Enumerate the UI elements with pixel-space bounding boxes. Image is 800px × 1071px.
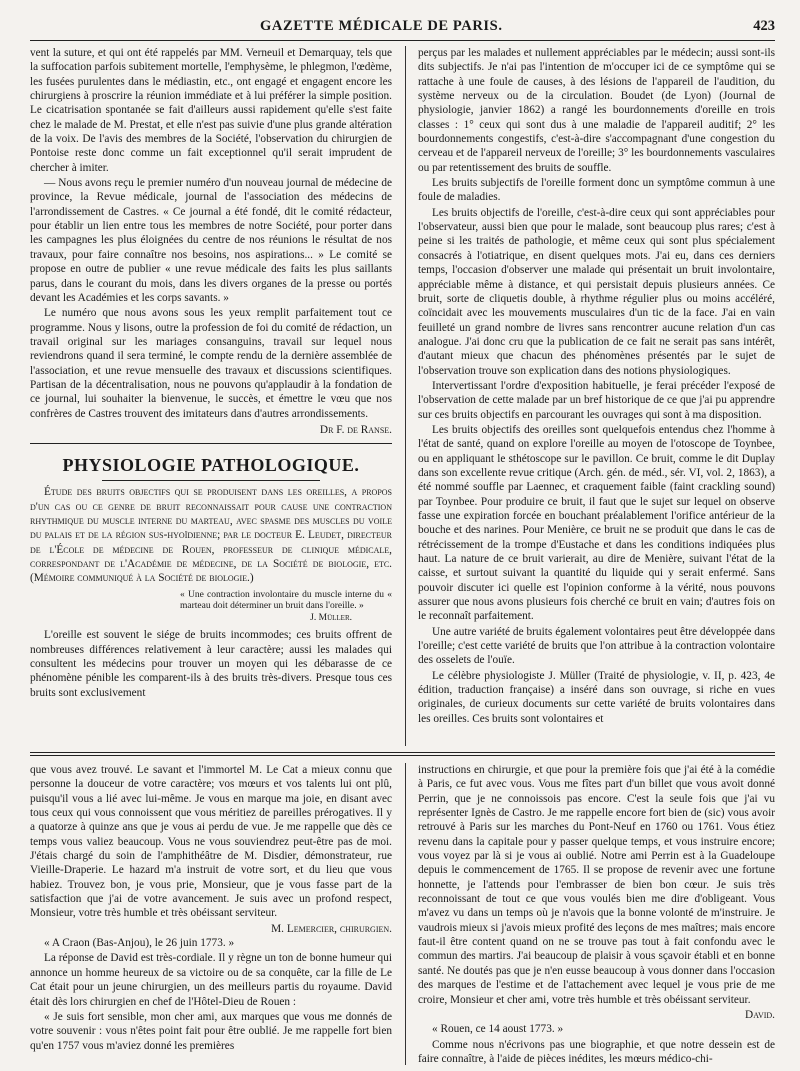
column-divider-lower xyxy=(405,763,406,1065)
paragraph: Comme nous n'écrivons pas une biographie, et que notre dessein est de faire connaître, à l'aide de pièces inédites, les mœurs médico-chi- xyxy=(418,1038,775,1065)
epigraph-author: J. Müller. xyxy=(310,612,352,623)
paragraph: Les bruits objectifs de l'oreille, c'est-à-dire ceux qui sont appréciables pour l'observateur, aussi bien que pour le malade, sont beaucoup plus rares; c'est à peine si les traités de pathologie, et même ceux qui sont plus spécialement consacrés à l'otiatrique, en disent quelques mots. J'ai eu, dans ces derniers temps, l'occasion d'observer une malade qui présentait un bruit involontaire, appréciable même à distance, et qui persistait depuis plusieurs années. Ce bruit, sorte de cliquetis double, à rhythme régulier plus ou moins accéléré, coïncidait avec les mouvements musculaires d'un tic de la face. J'ai en vain feuilleté un grand nombre de livres sans rencontrer aucune relation d'un cas analogue. J'ai donc cru que la publication de ce fait ne serait pas sans intérêt, d'autant mieux que chacun des phénomènes présentés par le sujet de l'observation trouve son explication dans des notions physiologiques. xyxy=(418,206,775,377)
page-number: 423 xyxy=(753,18,775,34)
paragraph: La réponse de David est très-cordiale. Il y règne un ton de bonne humeur qui annonce un homme heureux de sa victoire ou de sa conquête, car la fille de Le Cat était pour un jeune chirurgien, un des meilleurs partis du royaume. David était dès lors chirurgien en chef de l'Hôtel-Dieu de Rouen : xyxy=(30,952,392,1008)
dateline: « Rouen, ce 14 aoust 1773. » xyxy=(432,1023,564,1036)
paragraph: vent la suture, et qui ont été rappelés par MM. Verneuil et Demarquay, tels que la suffocation parfois subitement mortelle, l'emphysème, le phlegmon, l'œdème, les fusées purulentes dans le médiastin, etc., ont engagé et engagent encore les chirurgiens à proscrire la réunion immédiate et à lui préférer la simple position. Le cicatrisation spontanée se fait d'ailleurs aussi rapidement qu'elle s'est faite chez le malade de M. Prestat, et elle n'est pas suivie d'une plus grande altération de la voix. De l'avis des membres de la Société, l'observation du chirurgien de Pontoise reste donc comme un fait exceptionnel qu'il serait imprudent de chercher à imiter. xyxy=(30,47,392,174)
paragraph: Une autre variété de bruits également volontaires peut être développée dans l'oreille; c'est cette variété de bruits que l'on attribue à la contraction volontaire des osselets de l'ouïe. xyxy=(418,625,775,667)
paragraph: perçus par les malades et nullement appréciables par le médecin; aussi sont-ils dits subjectifs. Je n'ai pas l'intention de m'occuper ici de ce symptôme qui se rattache à une foule de causes, à des lésions de l'appareil de l'audition, du système nerveux ou de la circulation. Boudet (de Lyon) (Journal de physiologie, janvier 1862) a rangé les bourdonnements d'oreille en trois classes : 1° ceux qui sont dus à une maladie de l'appareil auditif; 2° les bourdonnements congestifs, c'est-à-dire s'accompagnant d'une congestion du cerveau et de l'appareil nerveux de l'oreille; 3° les bourdonnements vasculaires ou par retentissement des bruits de souffle. xyxy=(418,47,775,174)
paragraph: Les bruits objectifs des oreilles sont quelquefois entendus chez l'homme à l'état de santé, quand on explore l'oreille au moyen de l'otoscope de Toynbee, ou en appliquant le sthétoscope sur le pavillon. Ce bruit, comme le dit Duplay dans son excellente revue critique (Arch. gén. de méd., sér. VI, vol. 2, 1863), a été nommé souffle par Laennec, et craquement faible (faint crackling sound) par Toynbee. Pour produire ce bruit, il faut que le sujet sur lequel on observe fasse une expiration forcée en bouchant préalablement l'orifice antérieur de la bouche et des narines. Pour Menière, ce bruit ne se produit que dans le cas de rétrécissement de la trompe d'Eustache et dans les conditions indiquées plus haut. La nature de ce bruit varierait, au dire de Menière, suivant l'état de la caisse, et surtout suivant la quantité du liquide qui y serait enfermé. Sans pouvoir discuter ici quelle est l'opinion conforme à la vérité, nous pouvons assurer que nous avons plusieurs fois cherché ce bruit en vain; d'autres fois on le reconnaît parfaitement. xyxy=(418,423,775,623)
paragraph: instructions en chirurgie, et que pour la première fois que j'ai été à la comédie à Paris, ce fut avec vous. Vous me fîtes part d'un billet que vous avoit donné Perrin, que je ne connoissois pas encore. C'est la seule fois que j'ai vu représenter Ignès de Castro. Je me rappelle encore fort bien de (sic) vous avoir retrouvé à Paris sur les marches du Pont-Neuf en 1760 ou 1761. Vous étiez revenu dans la capitale pour y passer quelque temps, et vous instruire encore; vous voyez par là si je vous ai oublié. Notre ami Perrin est à la Guadeloupe depuis le commencement de 1765. Il se propose de revenir avec une fortune honnette, je l'attends pour l'embrasser de bien bon cœur. Je suis très reconnoissant de tout ce que vous voulés bien me dire d'obligeant. Vous m'avez vu dans un temps où je n'avois que la bonne volonté de m'instruire. Je vaudrois mieux si j'avois mieux profité des leçons de mes maîtres; mais encore faut-il être content quand on ne se trouve pas tout à fait confondu avec le commun des martirs. J'ai beaucoup de plaisir à vous sçavoir établi et en bonne santé. Ne doutés pas que je n'en eusse beaucoup à vous donner dans l'occasion des marques de l'estime et de l'attachement avec lequel je vous prie de me croire, Monsieur et cher ami, votre très humble et très obéissant serviteur. xyxy=(418,764,775,1006)
upper-right-column xyxy=(418,46,775,746)
page-header xyxy=(30,18,775,38)
paragraph: Les bruits subjectifs de l'oreille forment donc un symptôme commun à une foule de maladies. xyxy=(418,177,775,204)
paragraph: — Nous avons reçu le premier numéro d'un nouveau journal de médecine de province, la Revue médicale, journal de l'association des médecins de l'arrondissement de Castres. « Ce journal a été fondé, dit le comité rédacteur, pour établir un lien entre tous les membres de notre Société, pour porter dans les campagnes les plus éloignées du centre de nos réunions le résultat de nos travaux, pour faire connaître nos besoins, nos aspirations... » Le comité se propose en outre de publier « une revue médicale des faits les plus saillants parus, dans le courant du mois, dans les divers organes de la presse ou portés devant les Académies et les corps savants. » xyxy=(30,177,392,304)
paragraph: Le numéro que nous avons sous les yeux remplit parfaitement tout ce programme. Nous y lisons, outre la profession de foi du comité de rédaction, un travail original sur les mariages consanguins, travail sur lequel nous reviendrons quand il sera terminé, le compte rendu de la dernière assemblée de l'association, et une revue mensuelle des travaux et discussions scientifiques. Partisan de la décentralisation, nous ne pouvons qu'applaudir à la fondation de ce journal, lui souhaiter la bienvenue, le succès, et émettre le vœu que nos confrères de Castres trouvent des imitateurs dans d'autres arrondissements. xyxy=(30,307,392,420)
paragraph: Le célèbre physiologiste J. Müller (Traité de physiologie, v. II, p. 423, 4e édition, traduction française) a inséré dans son ouvrage, si riche en vues originales, de curieux documents sur cette variété de bruits volontaires dans les oreilles. Ces bruits sont volontaires et xyxy=(418,669,775,725)
lower-left-column xyxy=(30,763,392,1065)
paragraph: L'oreille est souvent le siége de bruits incommodes; ces bruits offrent de nombreuses différences relativement à leur caractère; aussi les malades qui consultent les médecins pour trouver un moyen qui les débarasse de ce phénomène pénible les comparent-ils à des bruits très-divers. Presque tous ces bruits sont exclusivement xyxy=(30,629,392,699)
lower-right-column xyxy=(418,763,775,1065)
column-divider xyxy=(405,46,406,746)
signature: David. xyxy=(745,1008,775,1021)
dateline: « A Craon (Bas-Anjou), le 26 juin 1773. » xyxy=(44,937,235,950)
title-underline xyxy=(102,480,319,481)
signature: Dr F. de Ranse. xyxy=(319,423,392,436)
paragraph: Intervertissant l'ordre d'exposition habituelle, je ferai précéder l'exposé de l'observation de cette malade par un bref historique de ce que j'ai pu apprendre sur ces bruits objectifs en parcourant les ouvrages qui sont à ma disposition. xyxy=(418,379,775,421)
section-rule xyxy=(30,443,392,444)
journal-title: GAZETTE MÉDICALE DE PARIS. xyxy=(260,18,503,34)
article-subtitle: Étude des bruits objectifs qui se produisent dans les oreilles, a propos d'un cas ou ce genre de bruit reconnaissait pour cause une contraction rhythmique du muscle interne du marteau, avec spasme des muscles du voile du palais et de la région sus-hyoïdienne; par le docteur E. Leudet, directeur de l'École de médecine de Rouen, professeur de clinique médicale, correspondant de l'Académie de médecine, de la Société de biologie, etc. (Mémoire communiqué à la Société de biologie.) xyxy=(30,486,392,585)
signature: M. Lemercier, chirurgien. xyxy=(271,922,392,935)
paragraph: que vous avez trouvé. Le savant et l'immortel M. Le Cat a mieux connu que personne la douceur de votre caractère; vos mœurs et vos talents lui ont plû, puisqu'il vous a lié avec lui-même. Je vous en marque ma joie, en disant avec tous ceux qui vous connoissent que vous méritiez de pareilles prérogatives. Il y a quatorze à quinze ans que je vous ai perdu de vue. Je me rappelle que dès ce temps vous valiez beaucoup. Vous ne vous souviendrez peut-être pas de moi. J'étais chargé du soin de l'amphithéâtre de M. Disdier, démonstrateur, rue Vieille-Draperie. Le hazard m'a instruit de votre sort, et du lieu que vous habiez. Trouvez bon, je vous prie, Monsieur, que je vous fasse part de la satisfaction que j'ai de votre avancement. Je suis avec un profond respect, Monsieur, votre très humble et très obéissant serviteur. xyxy=(30,764,392,920)
upper-left-column xyxy=(30,46,392,746)
section-title: PHYSIOLOGIE PATHOLOGIQUE. xyxy=(62,455,360,476)
epigraph-quote: « Une contraction involontaire du muscle interne du « marteau doit déterminer un bruit dans l'oreille. » xyxy=(180,589,392,612)
epigraph xyxy=(30,590,392,625)
feuilleton-rule-double xyxy=(30,755,775,756)
feuilleton-rule xyxy=(30,752,775,753)
paragraph: « Je suis fort sensible, mon cher ami, aux marques que vous me donnés de votre souvenir : vous n'êtes point fait pour être oublié. Je me rappelle fort bien qu'en 1757 vous m'aviez donné les premières xyxy=(30,1010,392,1052)
header-rule xyxy=(30,40,775,41)
